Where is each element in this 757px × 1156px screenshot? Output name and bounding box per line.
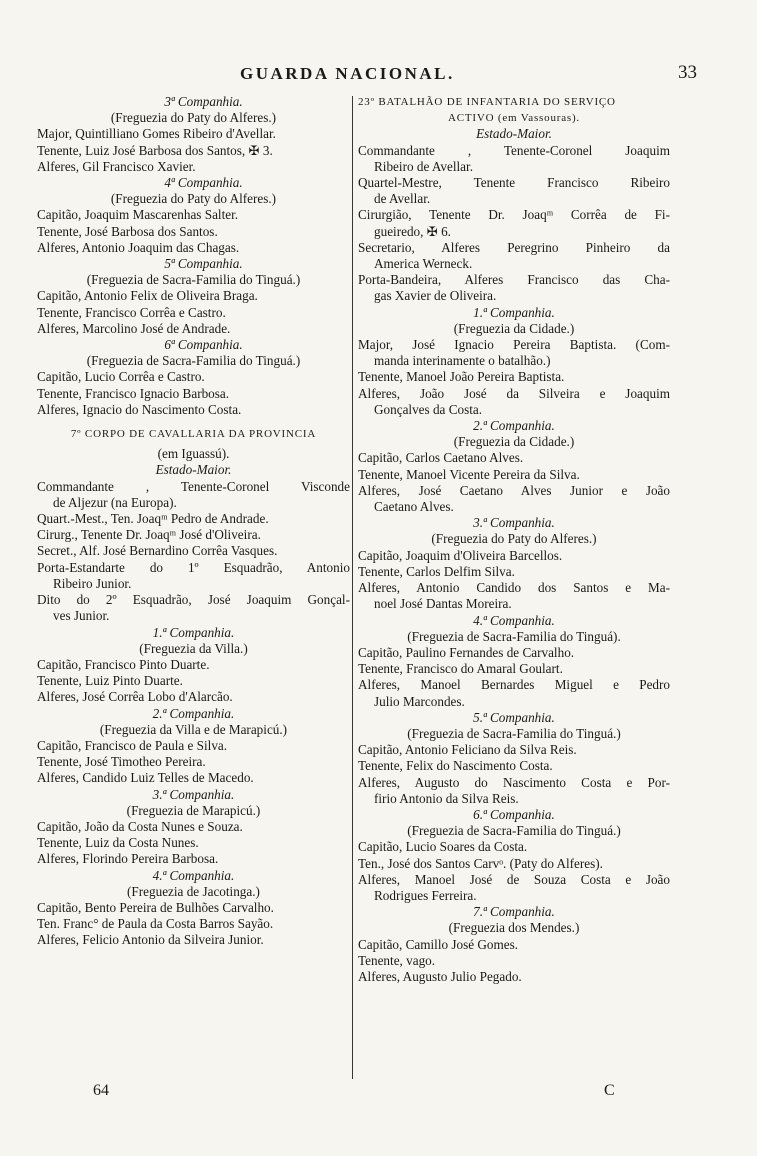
officer-entry: Major, José Ignacio Pereira Baptista. (Com- bbox=[358, 337, 670, 353]
officer-entry: Porta-Estandarte do 1º Esquadrão, Antonio bbox=[37, 559, 350, 575]
corps-location: (em Iguassú). bbox=[157, 446, 230, 462]
officer-entry: Tenente, José Barbosa dos Santos. bbox=[37, 223, 218, 239]
officer-entry: Tenente, Carlos Delfim Silva. bbox=[358, 563, 515, 579]
officer-entry-continuation: Ribeiro Junior. bbox=[53, 575, 132, 591]
officer-entry: Tenente, vago. bbox=[358, 952, 436, 968]
section-heading: 5.ª Companhia. bbox=[473, 709, 555, 725]
section-heading: 3.ª Companhia. bbox=[152, 786, 235, 802]
parish-line: (Freguezia dos Mendes.) bbox=[448, 920, 580, 936]
officer-entry: Dito do 2º Esquadrão, José Joaquim Gonçal- bbox=[37, 592, 350, 608]
officer-entry: Capitão, Lucio Soares da Costa. bbox=[358, 839, 528, 855]
officer-entry: Tenente, Francisco do Amaral Goulart. bbox=[358, 661, 563, 677]
battalion-heading: 23º BATALHÃO DE INFANTARIA DO SERVIÇO bbox=[358, 96, 616, 108]
officer-entry: Tenente, Luiz da Costa Nunes. bbox=[37, 835, 199, 851]
officer-entry: Alferes, Florindo Pereira Barbosa. bbox=[37, 851, 219, 867]
officer-entry: Alferes, Manoel José de Souza Costa e João bbox=[358, 871, 670, 887]
officer-entry-continuation: ves Junior. bbox=[53, 608, 110, 624]
officer-entry-continuation: Julio Marcondes. bbox=[374, 693, 465, 709]
officer-entry: Capitão, Francisco de Paula e Silva. bbox=[37, 737, 228, 753]
officer-entry: Capitão, João da Costa Nunes e Souza. bbox=[37, 818, 243, 834]
column-divider bbox=[352, 96, 353, 1079]
section-heading: Estado-Maior. bbox=[155, 462, 232, 478]
officer-entry: Alferes, Ignacio do Nascimento Costa. bbox=[37, 401, 242, 417]
officer-entry: Ten., José dos Santos Carvᵒ. (Paty do Alferes). bbox=[358, 855, 603, 871]
section-heading: 2.ª Companhia. bbox=[473, 418, 555, 434]
officer-entry: Alferes, Marcolino José de Andrade. bbox=[37, 320, 231, 336]
officer-entry: Alferes, Antonio Candido dos Santos e Ma- bbox=[358, 580, 670, 596]
officer-entry-continuation: de Avellar. bbox=[374, 191, 431, 207]
officer-entry: Capitão, Carlos Caetano Alves. bbox=[358, 450, 524, 466]
officer-entry: Alferes, João José da Silveira e Joaquim bbox=[358, 385, 670, 401]
officer-entry-continuation: gas Xavier de Oliveira. bbox=[374, 288, 497, 304]
signature-mark: 64 bbox=[93, 1082, 109, 1099]
officer-entry: Capitão, Paulino Fernandes de Carvalho. bbox=[358, 644, 575, 660]
officer-entry: Tenente, Felix do Nascimento Costa. bbox=[358, 758, 553, 774]
officer-entry: Alferes, Felicio Antonio da Silveira Junior. bbox=[37, 932, 264, 948]
section-heading: Estado-Maior. bbox=[476, 126, 552, 142]
officer-entry: Commandante , Tenente-Coronel Joaquim bbox=[358, 142, 670, 158]
officer-entry: Cirurg., Tenente Dr. Joaqᵐ José d'Oliveira. bbox=[37, 527, 261, 543]
section-heading: 1.ª Companhia. bbox=[152, 624, 235, 640]
officer-entry: Alferes, José Corrêa Lobo d'Alarcão. bbox=[37, 689, 233, 705]
officer-entry: Secretario, Alferes Peregrino Pinheiro da bbox=[358, 239, 670, 255]
parish-line: (Freguezia de Jacotinga.) bbox=[127, 883, 260, 899]
parish-line: (Freguezia do Paty do Alferes.) bbox=[110, 110, 277, 126]
officer-entry-continuation: Ribeiro de Avellar. bbox=[374, 158, 474, 174]
page-footer bbox=[0, 1082, 757, 1104]
officer-entry: Alferes, Antonio Joaquim das Chagas. bbox=[37, 239, 240, 255]
officer-entry: Cirurgião, Tenente Dr. Joaqᵐ Corrêa de Fi- bbox=[358, 207, 670, 223]
officer-entry: Capitão, Joaquim d'Oliveira Barcellos. bbox=[358, 547, 563, 563]
officer-entry: Capitão, Bento Pereira de Bulhões Carvalho. bbox=[37, 899, 274, 915]
parish-line: (Freguezia de Marapicú.) bbox=[126, 802, 261, 818]
officer-entry: Capitão, Antonio Felix de Oliveira Braga. bbox=[37, 288, 258, 304]
parish-line: (Freguezia de Sacra-Familia do Tinguá.) bbox=[86, 353, 301, 369]
parish-line: (Freguezia da Villa e de Marapicú.) bbox=[99, 721, 288, 737]
officer-entry: Alferes, José Caetano Alves Junior e João bbox=[358, 482, 670, 498]
officer-entry-continuation: manda interinamente o batalhão.) bbox=[374, 353, 551, 369]
officer-entry: Tenente, Francisco Corrêa e Castro. bbox=[37, 304, 226, 320]
officer-entry-continuation: Gonçalves da Costa. bbox=[374, 401, 483, 417]
officer-entry-continuation: Caetano Alves. bbox=[374, 499, 454, 515]
parish-line: (Freguezia da Cidade.) bbox=[453, 320, 575, 336]
officer-entry: Alferes, Augusto Julio Pegado. bbox=[358, 968, 522, 984]
officer-entry-continuation: Rodrigues Ferreira. bbox=[374, 887, 477, 903]
officer-entry-continuation: noel José Dantas Moreira. bbox=[374, 596, 512, 612]
officer-entry: Quartel-Mestre, Tenente Francisco Ribeiro bbox=[358, 175, 670, 191]
running-title: GUARDA NACIONAL. bbox=[240, 64, 455, 83]
officer-entry: Alferes, Gil Francisco Xavier. bbox=[37, 158, 196, 174]
officer-entry: Capitão, Joaquim Mascarenhas Salter. bbox=[37, 207, 239, 223]
officer-entry: Capitão, Francisco Pinto Duarte. bbox=[37, 656, 210, 672]
signature-letter: C bbox=[604, 1082, 615, 1099]
officer-entry: Capitão, Antonio Feliciano da Silva Reis. bbox=[358, 742, 577, 758]
section-heading: 6ª Companhia. bbox=[164, 337, 243, 353]
section-heading: 5ª Companhia. bbox=[164, 256, 243, 272]
parish-line: (Freguezia de Sacra-Familia do Tinguá.) bbox=[407, 725, 621, 741]
section-heading: 6.ª Companhia. bbox=[473, 806, 555, 822]
officer-entry: Tenente, Luiz José Barbosa dos Santos, ✠ 3. bbox=[37, 142, 273, 158]
officer-entry: Tenente, Francisco Ignacio Barbosa. bbox=[37, 385, 230, 401]
section-heading: 4.ª Companhia. bbox=[473, 612, 555, 628]
page-header bbox=[0, 64, 757, 86]
parish-line: (Freguezia de Sacra-Familia do Tinguá.) bbox=[407, 823, 621, 839]
parish-line: (Freguezia de Sacra-Familia do Tinguá.) bbox=[86, 272, 301, 288]
parish-line: (Freguezia do Paty do Alferes.) bbox=[110, 191, 277, 207]
officer-entry: Ten. Franc° de Paula da Costa Barros Sayão. bbox=[37, 916, 274, 932]
officer-entry: Alferes, Manoel Bernardes Miguel e Pedro bbox=[358, 677, 670, 693]
section-heading: 4.ª Companhia. bbox=[152, 867, 235, 883]
parish-line: (Freguezia da Villa.) bbox=[139, 640, 248, 656]
officer-entry: Tenente, José Timotheo Pereira. bbox=[37, 754, 206, 770]
officer-entry: Alferes, Augusto do Nascimento Costa e Por- bbox=[358, 774, 670, 790]
officer-entry-continuation: de Aljezur (na Europa). bbox=[53, 494, 177, 510]
officer-entry: Commandante , Tenente-Coronel Visconde bbox=[37, 478, 350, 494]
officer-entry-continuation: firio Antonio da Silva Reis. bbox=[374, 790, 519, 806]
officer-entry: Alferes, Candido Luiz Telles de Macedo. bbox=[37, 770, 254, 786]
section-heading: 2.ª Companhia. bbox=[152, 705, 235, 721]
section-heading: 1.ª Companhia. bbox=[473, 304, 555, 320]
officer-entry: Capitão, Camillo José Gomes. bbox=[358, 936, 519, 952]
section-heading: 7.ª Companhia. bbox=[473, 904, 555, 920]
officer-entry-continuation: America Werneck. bbox=[374, 256, 473, 272]
officer-entry: Major, Quintilliano Gomes Ribeiro d'Avellar. bbox=[37, 126, 276, 142]
officer-entry: Tenente, Manoel João Pereira Baptista. bbox=[358, 369, 565, 385]
officer-entry: Capitão, Lucio Corrêa e Castro. bbox=[37, 369, 205, 385]
officer-entry: Secret., Alf. José Bernardino Corrêa Vasques. bbox=[37, 543, 278, 559]
officer-entry: Quart.-Mest., Ten. Joaqᵐ Pedro de Andrade. bbox=[37, 511, 269, 527]
officer-entry: Tenente, Manoel Vicente Pereira da Silva. bbox=[358, 466, 580, 482]
officer-entry-continuation: gueiredo, ✠ 6. bbox=[374, 223, 451, 239]
parish-line: (Freguezia do Paty do Alferes.) bbox=[431, 531, 597, 547]
parish-line: (Freguezia da Cidade.) bbox=[453, 434, 575, 450]
section-heading: 4ª Companhia. bbox=[164, 175, 243, 191]
battalion-heading-continuation: ACTIVO (em Vassouras). bbox=[448, 112, 580, 125]
corps-heading: 7º CORPO DE CAVALLARIA DA PROVINCIA bbox=[70, 428, 317, 441]
section-heading: 3.ª Companhia. bbox=[473, 515, 555, 531]
officer-entry: Tenente, Luiz Pinto Duarte. bbox=[37, 673, 183, 689]
page-number: 33 bbox=[678, 62, 697, 83]
parish-line: (Freguezia de Sacra-Familia do Tinguá). bbox=[407, 628, 621, 644]
officer-entry: Porta-Bandeira, Alferes Francisco das Cha- bbox=[358, 272, 670, 288]
section-heading: 3ª Companhia. bbox=[164, 94, 243, 109]
left-column bbox=[37, 94, 350, 949]
right-column bbox=[358, 94, 670, 985]
